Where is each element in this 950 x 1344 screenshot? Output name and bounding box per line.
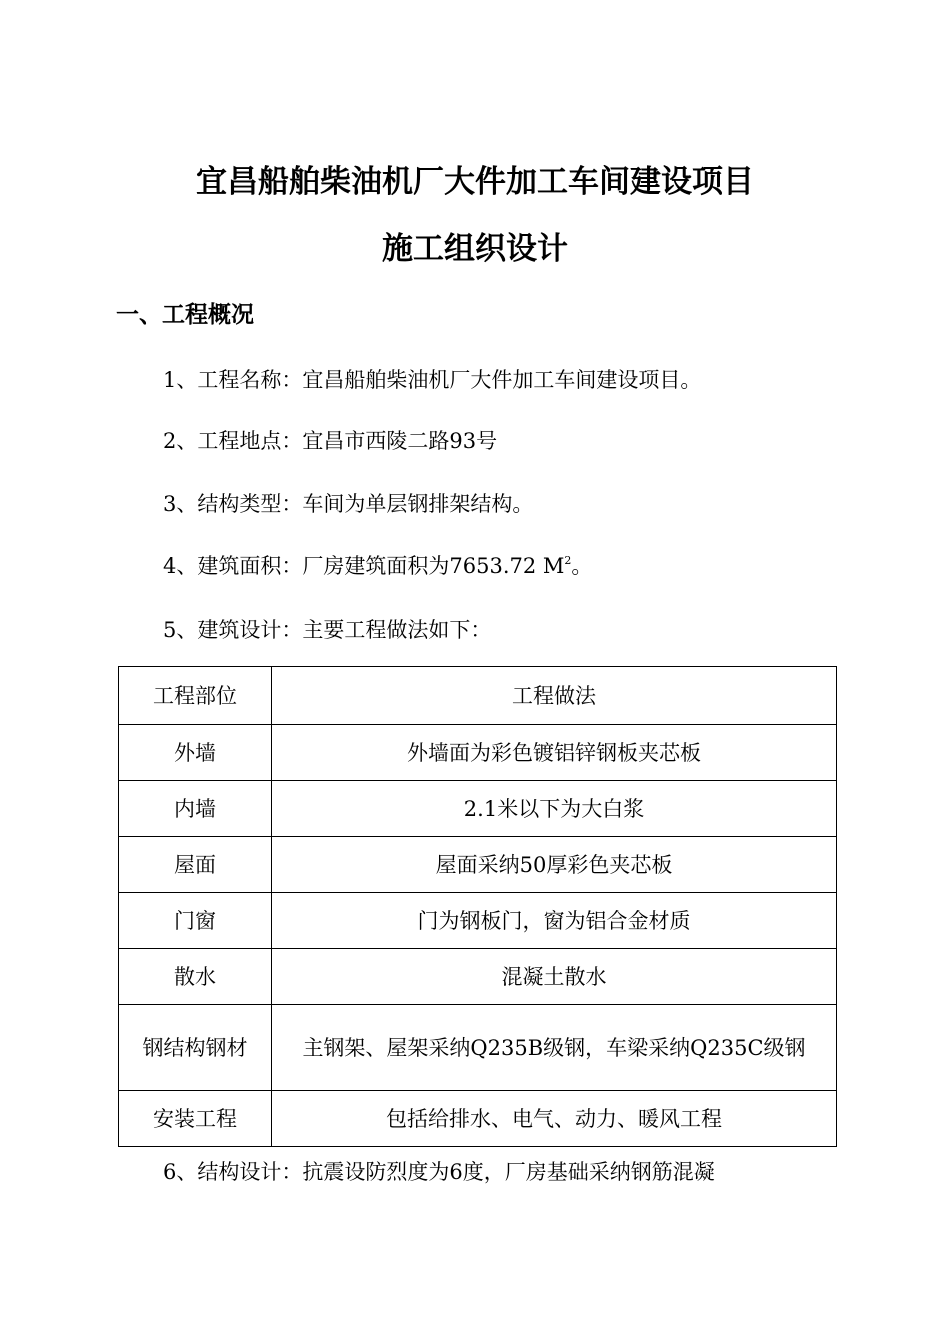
item-value: 宜昌船舶柴油机厂大件加工车间建设项目。 (302, 368, 702, 392)
table-row (119, 893, 837, 949)
table-row (119, 837, 837, 893)
item-value: 厂房建筑面积为7653.72 M (302, 554, 565, 578)
table-header-row (119, 667, 837, 725)
item-number: 1、 (163, 368, 198, 392)
item-project-name (163, 362, 701, 398)
item-number: 4、 (163, 554, 198, 578)
table-cell-part: 散水 (119, 949, 272, 1005)
table-cell-method: 主钢架、屋架采纳Q235B级钢，车梁采纳Q235C级钢 (272, 1005, 837, 1091)
item-building-area (163, 548, 592, 584)
table-row (119, 949, 837, 1005)
item-value-suffix: 。 (571, 554, 593, 578)
table-row (119, 1091, 837, 1147)
table-cell-method: 门为钢板门，窗为铝合金材质 (272, 893, 837, 949)
item-label: 工程名称： (197, 368, 303, 392)
item-number: 2、 (163, 429, 198, 453)
item-value: 车间为单层钢排架结构。 (302, 492, 534, 516)
item-value: 宜昌市西陵二路93号 (302, 429, 498, 453)
table-row (119, 725, 837, 781)
table-cell-method: 混凝土散水 (272, 949, 837, 1005)
item-label: 建筑面积： (197, 554, 303, 578)
item-structural-design (163, 1154, 715, 1190)
item-project-location (163, 423, 497, 459)
item-number: 5、 (163, 618, 198, 642)
item-value: 抗震设防烈度为6度，厂房基础采纳钢筋混凝 (302, 1160, 715, 1184)
item-label: 建筑设计： (197, 618, 303, 642)
table-header-method: 工程做法 (272, 667, 837, 725)
table-cell-part: 钢结构钢材 (119, 1005, 272, 1091)
table-header-part: 工程部位 (119, 667, 272, 725)
table-cell-part: 内墙 (119, 781, 272, 837)
item-structure-type (163, 486, 533, 522)
table-row (119, 781, 837, 837)
table-cell-method: 屋面采纳50厚彩色夹芯板 (272, 837, 837, 893)
table-cell-method: 2.1米以下为大白浆 (272, 781, 837, 837)
item-value: 主要工程做法如下： (302, 618, 492, 642)
item-label: 结构设计： (197, 1160, 303, 1184)
section-heading-project-overview: 一、工程概况 (116, 302, 254, 328)
table-cell-part: 安装工程 (119, 1091, 272, 1147)
construction-methods-table (118, 666, 837, 1147)
table-row (119, 1005, 837, 1091)
superscript-square: 2 (564, 554, 572, 567)
item-architectural-design (163, 612, 491, 648)
table-cell-method: 包括给排水、电气、动力、暖风工程 (272, 1091, 837, 1147)
document-title: 宜昌船舶柴油机厂大件加工车间建设项目 (196, 164, 754, 200)
document-subtitle: 施工组织设计 (382, 231, 568, 267)
item-number: 3、 (163, 492, 198, 516)
item-label: 结构类型： (197, 492, 303, 516)
item-label: 工程地点： (197, 429, 303, 453)
table-cell-part: 外墙 (119, 725, 272, 781)
item-number: 6、 (163, 1160, 198, 1184)
table-cell-part: 屋面 (119, 837, 272, 893)
table-cell-part: 门窗 (119, 893, 272, 949)
table-cell-method: 外墙面为彩色镀铝锌钢板夹芯板 (272, 725, 837, 781)
